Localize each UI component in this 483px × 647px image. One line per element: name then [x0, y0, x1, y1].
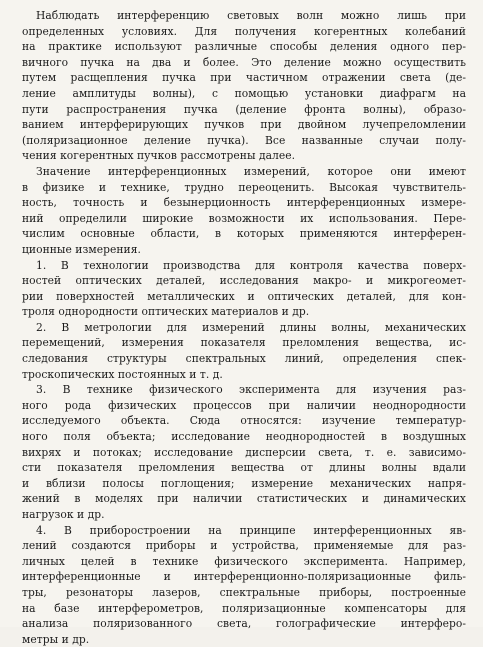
text-line: 4. В приборостроении на принципе интерференционных яв-	[36, 523, 466, 537]
paragraph	[22, 320, 466, 382]
text-line: троля однородности оптических материалов и др.	[22, 305, 310, 319]
text-line: троскопических постоянных и т. д.	[22, 367, 223, 381]
text-line: интерференционные и интерференционно-поляризационные филь-	[22, 570, 466, 584]
text-line: путем расщепления пучка при частичном отражении света (де-	[22, 71, 466, 85]
text-line: ний определили широкие возможности их использования. Пере-	[22, 211, 466, 225]
text-line: ного поля объекта; исследование неоднородностей в воздушных	[22, 430, 466, 444]
text-line: ного рода физических процессов при наличии неоднородности	[22, 398, 466, 412]
paragraph	[22, 523, 466, 647]
text-line: (поляризационное деление пучка). Все названные случаи полу-	[22, 133, 466, 147]
text-line: Значение интерференционных измерений, которое они имеют	[36, 164, 466, 178]
text-line: 3. В технике физического эксперимента для изучения раз-	[36, 383, 466, 397]
text-line: следования структуры спектральных линий, определения спек-	[22, 352, 466, 366]
text-line: личных целей в технике физического эксперимента. Например,	[22, 554, 466, 568]
text-line: в физике и технике, трудно переоценить. Высокая чувствитель-	[22, 180, 466, 194]
text-line: числим основные области, в которых применяются интерферен-	[22, 227, 466, 241]
body-text	[22, 8, 466, 647]
paragraph	[22, 164, 466, 258]
text-line: на практике используют различные способы деления одного пер-	[22, 40, 466, 54]
text-line: нагрузок и др.	[22, 508, 105, 521]
text-line: ванием интерферирующих пучков при двойном лучепреломлении	[22, 118, 466, 132]
text-line: сти показателя преломления вещества от длины волны вдали	[22, 461, 466, 475]
text-line: ционные измерения.	[22, 242, 141, 256]
text-line: рии поверхностей металлических и оптических деталей, для кон-	[22, 289, 466, 303]
text-line: ность, точность и безынерционность интерференционных измере-	[22, 196, 466, 210]
text-line: вичного пучка на два и более. Это деление можно осуществить	[22, 55, 466, 69]
text-line: исследуемого объекта. Сюда относятся: изучение температур-	[22, 414, 466, 428]
text-line: вихрях и потоках; исследование дисперсии света, т. е. зависимо-	[22, 445, 466, 459]
text-line: 2. В метрологии для измерений длины волны, механических	[36, 320, 466, 334]
paragraph	[22, 382, 466, 522]
text-line: жений в моделях при наличии статистических и динамических	[22, 492, 466, 506]
text-line: пути распространения пучка (деление фронта волны), образо-	[22, 102, 466, 116]
text-line: метры и др.	[22, 632, 90, 646]
text-line: определенных условиях. Для получения когерентных колебаний	[22, 24, 466, 38]
text-line: чения когерентных пучков рассмотрены далее.	[22, 149, 296, 163]
text-line: ление амплитуды волны), с помощью установки диафрагм на	[22, 86, 466, 100]
text-line: анализа поляризованного света, голографические интерферо-	[22, 617, 466, 631]
text-line: лений создаются приборы и устройства, применяемые для раз-	[22, 539, 466, 553]
text-line: на базе интерферометров, поляризационные компенсаторы для	[22, 601, 466, 615]
paragraph	[22, 8, 466, 164]
text-line: и вблизи полосы поглощения; измерение механических напря-	[22, 476, 466, 490]
text-line: Наблюдать интерференцию световых волн можно лишь при	[36, 9, 466, 22]
text-line: тры, резонаторы лазеров, спектральные приборы, построенные	[22, 585, 466, 599]
text-line: перемещений, измерения показателя преломления вещества, ис-	[22, 336, 466, 350]
text-line: 1. В технологии производства для контроля качества поверх-	[36, 258, 466, 272]
text-line: ностей оптических деталей, исследования макро- и микрогеомет-	[22, 274, 466, 288]
paragraph	[22, 258, 466, 320]
